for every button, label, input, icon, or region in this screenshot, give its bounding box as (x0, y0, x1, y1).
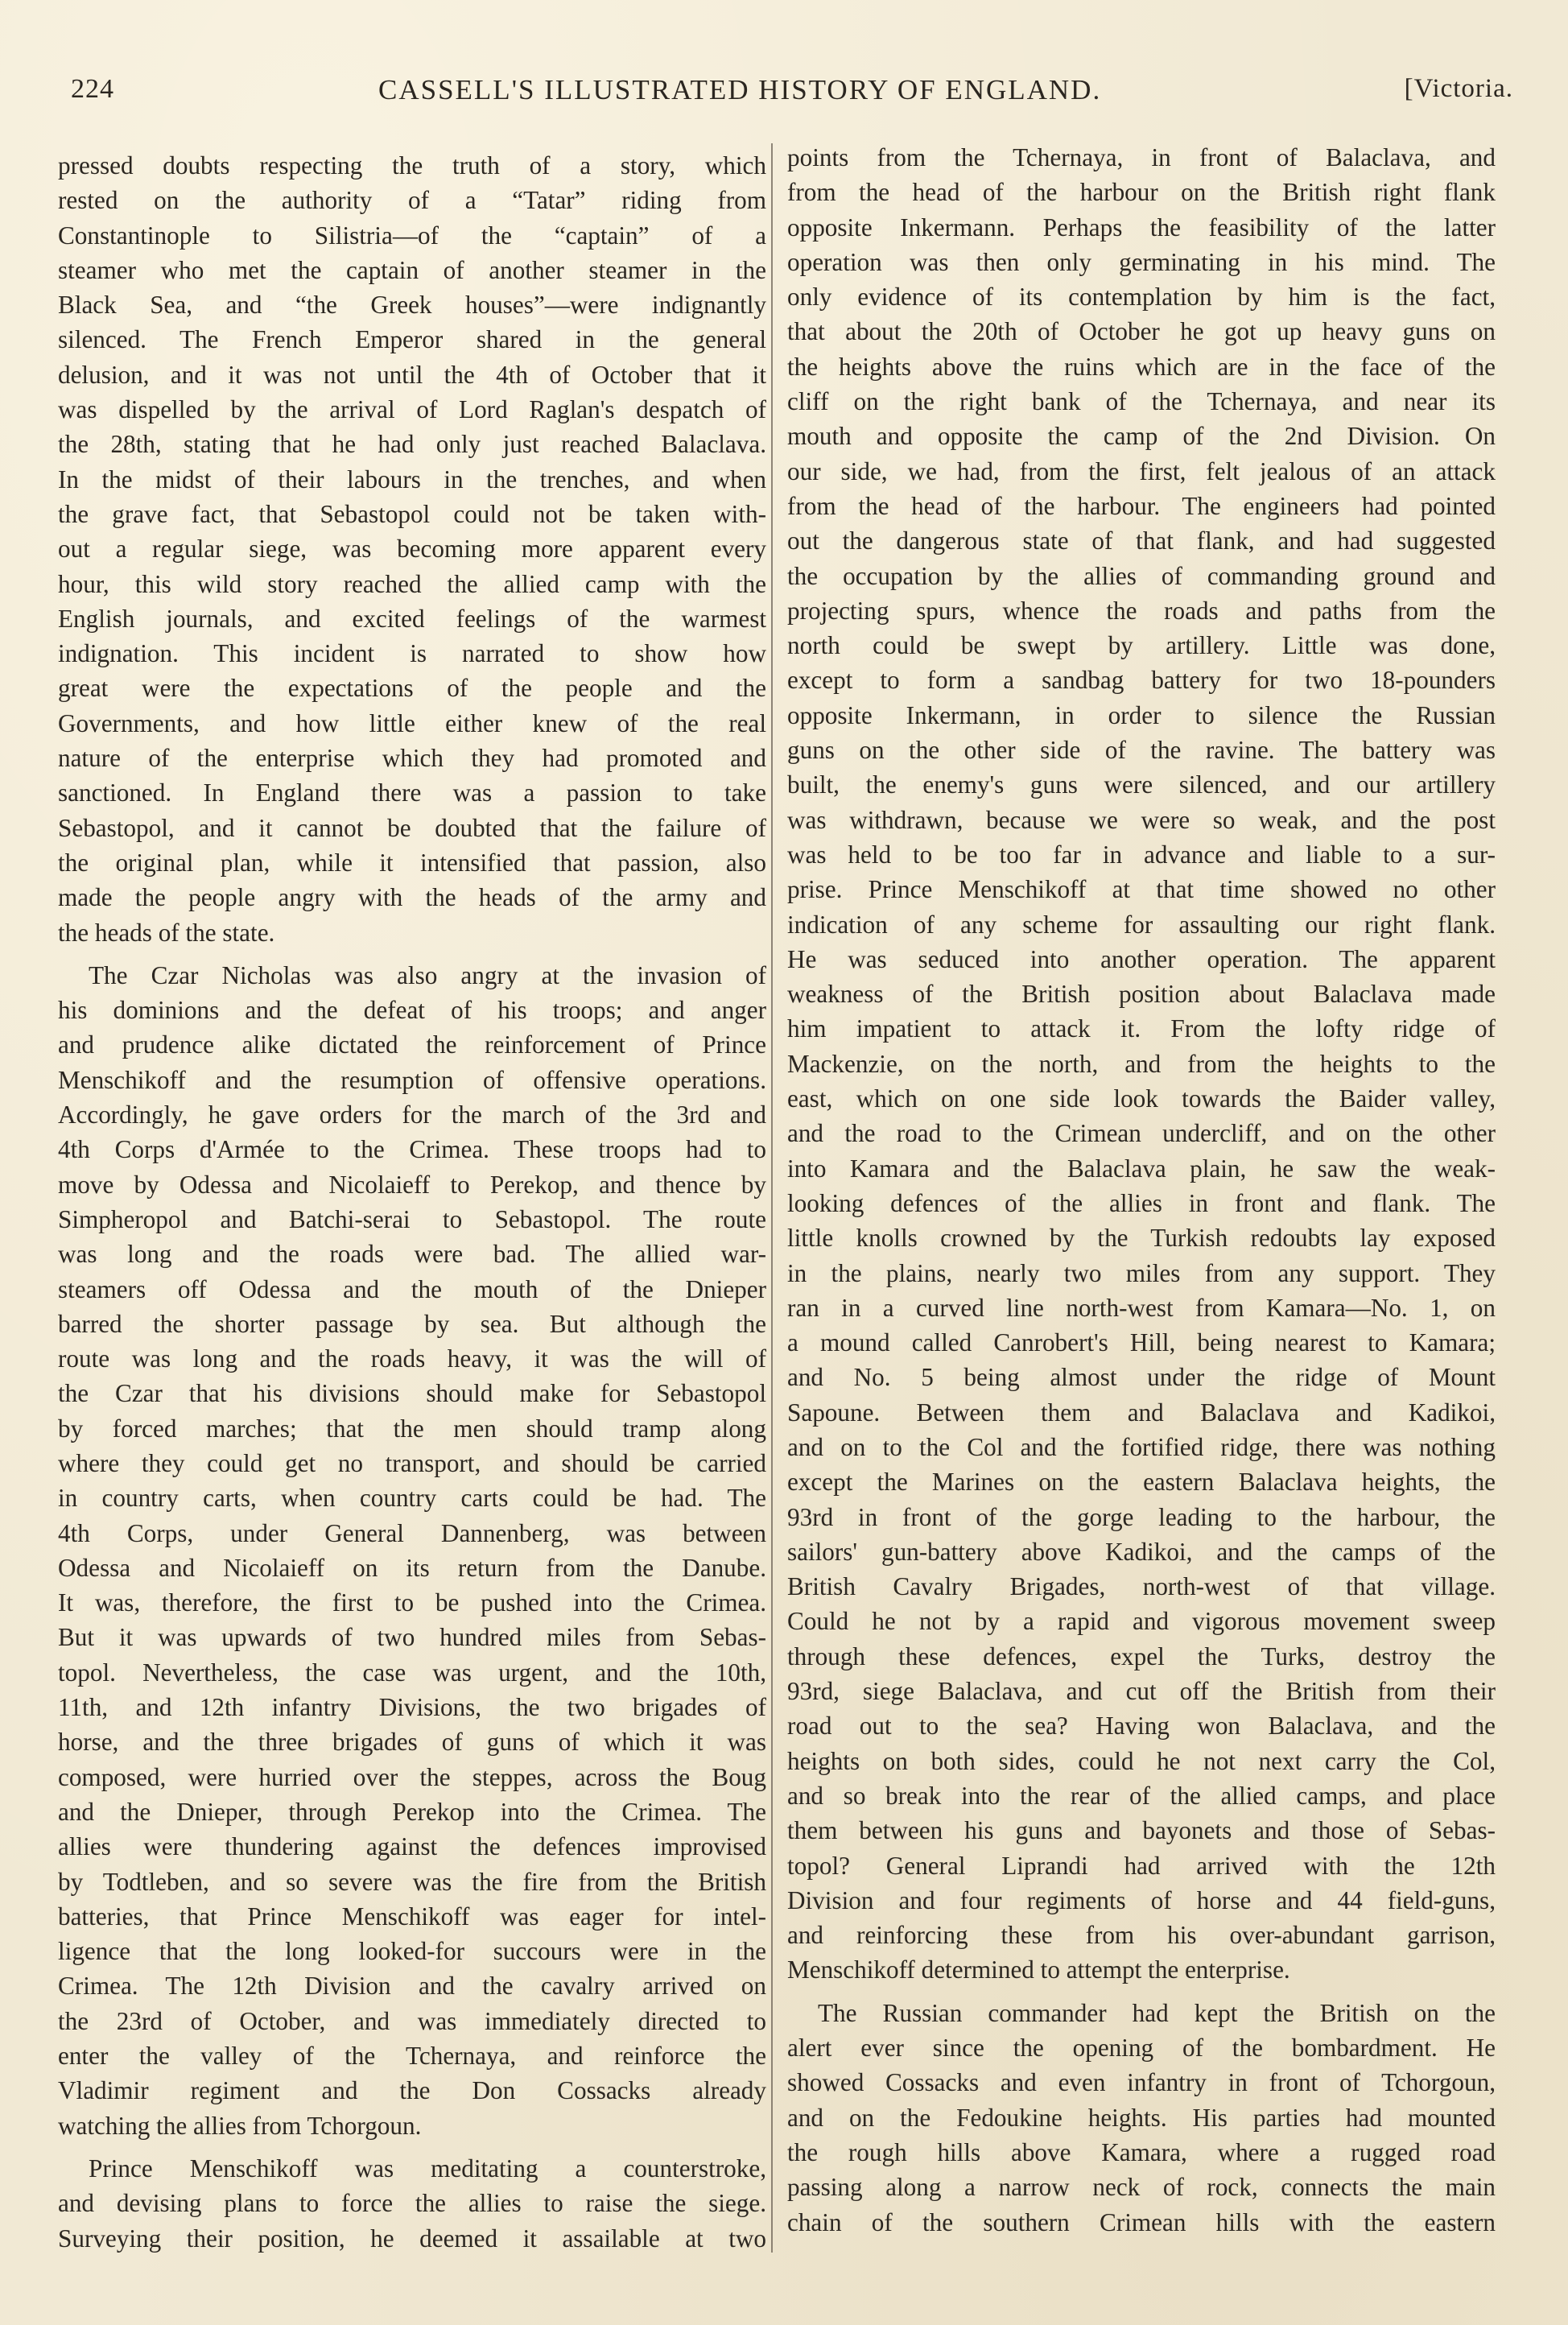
text-line: The Russian commander had kept the British on the (818, 1998, 1496, 2027)
text-line: through these defences, expel the Turks, destroy the (787, 1642, 1496, 1670)
column-divider (771, 143, 773, 2253)
text-line: Mackenzie, on the north, and from the heights to the (787, 1049, 1496, 1078)
text-line: great were the expectations of the people and the (58, 674, 766, 703)
text-line: east, which on one side look towards the Baider valley, (787, 1084, 1496, 1113)
text-line: the 28th, stating that he had only just reached Balaclava. (58, 430, 766, 459)
text-line: delusion, and it was not until the 4th of October that it (58, 360, 766, 389)
text-line: operation was then only germinating in his mind. The (787, 247, 1496, 276)
text-line: Could he not by a rapid and vigorous movement sweep (787, 1607, 1496, 1636)
text-line: In the midst of their labours in the trenches, and when (58, 465, 766, 493)
right-column (787, 140, 1496, 2240)
text-line: batteries, that Prince Menschikoff was eager for intel- (58, 1902, 766, 1931)
text-line: and on to the Col and the fortified ridge, there was nothing (787, 1432, 1496, 1461)
text-line: steamer who met the captain of another steamer in the (58, 255, 766, 284)
text-line: route was long and the roads heavy, it was the will of (58, 1344, 766, 1373)
text-line: and prudence alike dictated the reinforcement of Prince (58, 1030, 766, 1059)
text-line: He was seduced into another operation. The apparent (787, 944, 1496, 973)
text-line: Governments, and how little either knew of the real (58, 708, 766, 737)
text-line: English journals, and excited feelings of the warmest (58, 604, 766, 633)
text-line: and the road to the Crimean undercliff, and on the other (787, 1119, 1496, 1148)
text-line: rested on the authority of a “Tatar” riding from (58, 186, 766, 215)
text-line: was long and the roads were bad. The allied war- (58, 1240, 766, 1269)
text-line: Division and four regiments of horse and 44 field-guns, (787, 1885, 1496, 1914)
text-line: from the head of the harbour on the British right flank (787, 178, 1496, 207)
paragraph (787, 1996, 1496, 2240)
section-tag: [Victoria. (1404, 74, 1513, 103)
text-line: that about the 20th of October he got up heavy guns on (787, 317, 1496, 346)
text-line: projecting spurs, whence the roads and paths from the (787, 596, 1496, 625)
paragraph (58, 2151, 766, 2256)
text-line: by forced marches; that the men should tramp along (58, 1414, 766, 1443)
text-line: opposite Inkermann. Perhaps the feasibility of the latter (787, 213, 1496, 242)
text-line: mouth and opposite the camp of the 2nd Division. On (787, 422, 1496, 451)
text-line: guns on the other side of the ravine. The battery was (787, 736, 1496, 765)
text-line: Vladimir regiment and the Don Cossacks already (58, 2076, 766, 2105)
left-column (58, 148, 766, 2256)
text-line: the occupation by the allies of commanding ground and (787, 561, 1496, 590)
text-line: ran in a curved line north-west from Kamara—No. 1, on (787, 1293, 1496, 1322)
text-line: 4th Corps d'Armée to the Crimea. These troops had to (58, 1135, 766, 1164)
text-line: enter the valley of the Tchernaya, and reinforce the (58, 2042, 766, 2071)
text-line: road out to the sea? Having won Balaclava, and the (787, 1712, 1496, 1741)
text-line: move by Odessa and Nicolaieff to Perekop, and thence by (58, 1170, 766, 1199)
text-line: the 23rd of October, and was immediately directed to (58, 2006, 766, 2035)
paragraph-gap (58, 950, 766, 958)
text-line: The Czar Nicholas was also angry at the invasion of (89, 960, 766, 989)
text-line: the heights above the ruins which are in the face of the (787, 352, 1496, 381)
text-line: Surveying their position, he deemed it assailable at two (58, 2224, 766, 2253)
text-line: horse, and the three brigades of guns of which it was (58, 1728, 766, 1757)
text-line: barred the shorter passage by sea. But although the (58, 1309, 766, 1338)
text-line: But it was upwards of two hundred miles from Sebas- (58, 1623, 766, 1652)
text-line: and the Dnieper, through Perekop into the Crimea. The (58, 1797, 766, 1826)
text-line: Accordingly, he gave orders for the march of the 3rd and (58, 1101, 766, 1129)
text-line: passing along a narrow neck of rock, connects the main (787, 2173, 1496, 2202)
text-line: Menschikoff determined to attempt the enterprise. (787, 1955, 1290, 1984)
text-line: and No. 5 being almost under the ridge of Mount (787, 1363, 1496, 1392)
text-line: watching the allies from Tchorgoun. (58, 2111, 422, 2140)
text-line: except the Marines on the eastern Balaclava heights, the (787, 1468, 1496, 1497)
text-line: silenced. The French Emperor shared in the general (58, 325, 766, 354)
text-line: the heads of the state. (58, 918, 275, 947)
text-line: allies were thundering against the defences improvised (58, 1832, 766, 1861)
text-line: our side, we had, from the first, felt jealous of an attack (787, 456, 1496, 485)
text-line: cliff on the right bank of the Tchernaya, and near its (787, 387, 1496, 416)
text-line: him impatient to attack it. From the lofty ridge of (787, 1014, 1496, 1043)
text-line: Crimea. The 12th Division and the cavalry arrived on (58, 1972, 766, 2001)
text-line: only evidence of its contemplation by him is the fact, (787, 283, 1496, 312)
text-line: Prince Menschikoff was meditating a counterstroke, (89, 2154, 766, 2183)
text-line: Odessa and Nicolaieff on its return from the Danube. (58, 1553, 766, 1582)
text-line: Black Sea, and “the Greek houses”—were indignantly (58, 291, 766, 320)
page-number: 224 (71, 74, 114, 104)
text-line: hour, this wild story reached the allied camp with the (58, 569, 766, 598)
text-line: 93rd in front of the gorge leading to the harbour, the (787, 1502, 1496, 1531)
paragraph (58, 148, 766, 950)
text-line: showed Cossacks and even infantry in front of Tchorgoun, (787, 2068, 1496, 2097)
text-line: Sebastopol, and it cannot be doubted that the failure of (58, 813, 766, 842)
text-line: the grave fact, that Sebastopol could not be taken with- (58, 499, 766, 528)
text-line: and so break into the rear of the allied camps, and place (787, 1781, 1496, 1810)
running-title: CASSELL'S ILLUSTRATED HISTORY OF ENGLAND. (378, 74, 1102, 105)
paragraph-gap (787, 1988, 1496, 1996)
text-line: British Cavalry Brigades, north-west of that village. (787, 1572, 1496, 1601)
text-line: Constantinople to Silistria—of the “captain” of a (58, 221, 766, 250)
page-header (48, 74, 1513, 122)
paragraph-gap (58, 2143, 766, 2151)
text-line: his dominions and the defeat of his troops; and anger (58, 996, 766, 1025)
text-line: by Todtleben, and so severe was the fire from the British (58, 1867, 766, 1896)
text-line: out a regular siege, was becoming more apparent every (58, 535, 766, 564)
text-line: indignation. This incident is narrated to show how (58, 639, 766, 668)
text-line: weakness of the British position about Balaclava made (787, 980, 1496, 1009)
text-line: steamers off Odessa and the mouth of the Dnieper (58, 1274, 766, 1303)
text-line: looking defences of the allies in front and flank. The (787, 1188, 1496, 1217)
text-line: Simpheropol and Batchi-serai to Sebastopol. The route (58, 1204, 766, 1233)
text-line: built, the enemy's guns were silenced, and our artillery (787, 770, 1496, 799)
text-line: composed, were hurried over the steppes, across the Boug (58, 1762, 766, 1791)
text-line: topol? General Liprandi had arrived with the 12th (787, 1851, 1496, 1880)
text-line: from the head of the harbour. The engineers had pointed (787, 491, 1496, 520)
text-line: sanctioned. In England there was a passion to take (58, 778, 766, 807)
text-line: made the people angry with the heads of the army and (58, 883, 766, 912)
text-line: and devising plans to force the allies to raise the siege. (58, 2189, 766, 2218)
text-line: little knolls crowned by the Turkish redoubts lay exposed (787, 1224, 1496, 1253)
text-line: the rough hills above Kamara, where a rugged road (787, 2137, 1496, 2166)
text-line: heights on both sides, could he not next carry the Col, (787, 1746, 1496, 1775)
text-line: in country carts, when country carts could be had. The (58, 1484, 766, 1513)
text-line: and on the Fedoukine heights. His parties had mounted (787, 2103, 1496, 2132)
text-line: a mound called Canrobert's Hill, being nearest to Kamara; (787, 1328, 1496, 1357)
text-line: out the dangerous state of that flank, and had suggested (787, 527, 1496, 555)
text-line: the Czar that his divisions should make for Sebastopol (58, 1379, 766, 1408)
text-line: north could be swept by artillery. Little was done, (787, 631, 1496, 660)
text-line: Sapoune. Between them and Balaclava and Kadikoi, (787, 1398, 1496, 1427)
paragraph (58, 958, 766, 2143)
text-line: chain of the southern Crimean hills with the eastern (787, 2207, 1496, 2236)
text-line: was held to be too far in advance and liable to a sur- (787, 840, 1496, 869)
text-line: into Kamara and the Balaclava plain, he saw the weak- (787, 1154, 1496, 1183)
text-line: points from the Tchernaya, in front of Balaclava, and (787, 143, 1496, 171)
text-line: 11th, and 12th infantry Divisions, the two brigades of (58, 1693, 766, 1722)
text-line: alert ever since the opening of the bombardment. He (787, 2034, 1496, 2063)
text-line: It was, therefore, the first to be pushed into the Crimea. (58, 1588, 766, 1617)
text-line: pressed doubts respecting the truth of a story, which (58, 151, 766, 180)
text-line: 4th Corps, under General Dannenberg, was between (58, 1518, 766, 1547)
text-line: prise. Prince Menschikoff at that time showed no other (787, 875, 1496, 904)
text-line: where they could get no transport, and should be carried (58, 1448, 766, 1477)
text-line: in the plains, nearly two miles from any support. They (787, 1258, 1496, 1287)
text-line: ligence that the long looked-for succours were in the (58, 1937, 766, 1966)
text-line: sailors' gun-battery above Kadikoi, and the camps of the (787, 1537, 1496, 1566)
text-line: 93rd, siege Balaclava, and cut off the British from their (787, 1677, 1496, 1706)
text-line: opposite Inkermann, in order to silence the Russian (787, 700, 1496, 729)
text-line: and reinforcing these from his over-abundant garrison, (787, 1921, 1496, 1950)
text-line: was dispelled by the arrival of Lord Raglan's despatch of (58, 395, 766, 424)
text-line: Menschikoff and the resumption of offensive operations. (58, 1065, 766, 1094)
text-line: topol. Nevertheless, the case was urgent, and the 10th, (58, 1658, 766, 1687)
paragraph (787, 140, 1496, 1988)
text-line: indication of any scheme for assaulting our right flank. (787, 910, 1496, 939)
text-line: them between his guns and bayonets and those of Sebas- (787, 1816, 1496, 1845)
text-line: except to form a sandbag battery for two 18-pounders (787, 666, 1496, 695)
text-line: nature of the enterprise which they had promoted and (58, 744, 766, 773)
text-line: was withdrawn, because we were so weak, and the post (787, 805, 1496, 834)
text-line: the original plan, while it intensified that passion, also (58, 848, 766, 877)
